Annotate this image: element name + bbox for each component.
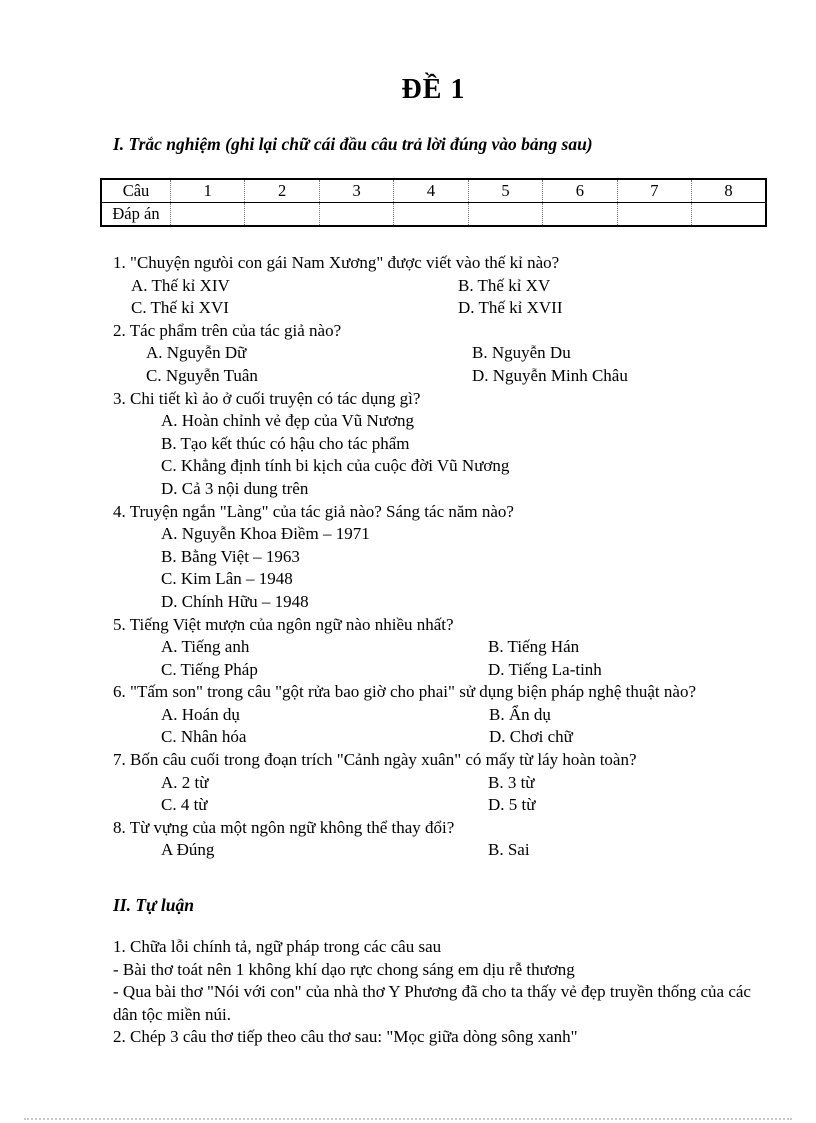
option: D. Chơi chữ [489, 727, 573, 747]
question-text: 8. Từ vựng của một ngôn ngữ không thể thay đổi? [113, 817, 455, 837]
table-question-number-cell: 4 [394, 179, 468, 203]
option: A. Hoán dụ [161, 704, 240, 724]
option: C. Thế kỉ XVI [131, 298, 229, 318]
option: A. Thế kỉ XIV [131, 275, 230, 295]
option-row [100, 704, 767, 727]
option: D. Chính Hữu – 1948 [161, 591, 309, 611]
option: C. 4 từ [161, 795, 208, 815]
table-question-number-cell: 7 [617, 179, 691, 203]
option-row [100, 772, 767, 795]
section-1-heading: I. Trắc nghiệm (ghi lại chữ cái đầu câu trả lời đúng vào bảng sau) [113, 134, 593, 154]
table-answer-cell [394, 203, 468, 227]
option-row [100, 342, 767, 365]
essay-line: 1. Chữa lỗi chính tả, ngữ pháp trong các câu sau [113, 937, 442, 957]
table-answer-cell [617, 203, 691, 227]
table-answer-cell [543, 203, 617, 227]
page-title: ĐỀ 1 [401, 74, 466, 105]
question-text: 1. "Chuyện ngưòi con gái Nam Xương" được viết vào thế kỉ nào? [113, 253, 560, 272]
document-content [100, 0, 767, 1049]
option: A. Hoàn chỉnh vẻ đẹp của Vũ Nương [161, 411, 414, 431]
option: D. Nguyễn Minh Châu [472, 365, 628, 385]
option: C. Khẳng định tính bi kịch của cuộc đời Vũ Nương [161, 456, 510, 476]
option: A. 2 từ [161, 772, 209, 792]
option: D. Cả 3 nội dung trên [161, 478, 309, 498]
table-question-number-cell: 5 [468, 179, 542, 203]
table-question-number-cell: 1 [171, 179, 245, 203]
question-block [100, 320, 767, 388]
option: C. Nhân hóa [161, 727, 247, 747]
table-answer-cell [692, 203, 766, 227]
table-answer-cell [245, 203, 319, 227]
option: D. 5 từ [488, 795, 536, 815]
essay-line: 2. Chép 3 câu thơ tiếp theo câu thơ sau: "Mọc giữa dòng sông xanh" [113, 1027, 578, 1047]
essay-section [100, 936, 767, 1049]
option: B. Tạo kết thúc có hậu cho tác phẩm [161, 433, 410, 453]
option-row [100, 636, 767, 659]
option: B. Bằng Việt – 1963 [161, 546, 300, 566]
essay-line: - Qua bài thơ "Nói với con" của nhà thơ Y Phương đã cho ta thấy vẻ đẹp truyền thống của các dân tộc miền núi. [113, 982, 751, 1024]
option: C. Kim Lân – 1948 [161, 569, 293, 589]
option: B. Thế kỉ XV [458, 275, 551, 295]
option-row [100, 297, 767, 320]
option-row [100, 659, 767, 682]
table-header-label-cell: Câu [101, 179, 171, 203]
option: D. Tiếng La-tinh [488, 659, 602, 679]
page-bottom-dotted-rule [24, 1118, 792, 1120]
option: A Đúng [161, 840, 215, 860]
question-text: 5. Tiếng Việt mượn của ngôn ngữ nào nhiều nhất? [113, 614, 454, 634]
table-answer-cell [319, 203, 393, 227]
option: B. Nguyễn Du [472, 343, 571, 363]
option: C. Nguyễn Tuân [146, 365, 258, 385]
question-block [100, 681, 767, 749]
table-answer-cell [171, 203, 245, 227]
table-answer-row [101, 203, 766, 227]
table-answer-label-cell: Đáp án [101, 203, 171, 227]
question-block [100, 252, 767, 320]
option: C. Tiếng Pháp [161, 659, 258, 679]
table-question-number-cell: 8 [692, 179, 766, 203]
table-question-number-cell: 6 [543, 179, 617, 203]
question-block [100, 614, 767, 682]
answer-table [100, 178, 767, 227]
table-question-number-cell: 2 [245, 179, 319, 203]
question-block [100, 817, 767, 862]
question-list [100, 252, 767, 862]
option: A. Tiếng anh [161, 637, 250, 657]
option-row [100, 794, 767, 817]
table-answer-cell [468, 203, 542, 227]
question-block [100, 501, 767, 614]
option-row [100, 726, 767, 749]
option: B. Sai [488, 840, 530, 860]
question-text: 2. Tác phẩm trên của tác giả nào? [113, 320, 342, 340]
essay-line: - Bài thơ toát nên 1 không khí dạo rực chong sáng em dịu rễ thương [113, 959, 575, 979]
question-block [100, 388, 767, 501]
question-block [100, 749, 767, 817]
question-text: 3. Chi tiết kì ảo ở cuối truyện có tác dụng gì? [113, 388, 421, 408]
option: B. Tiếng Hán [488, 637, 580, 657]
option-row [100, 365, 767, 388]
option: D. Thế kỉ XVII [458, 298, 563, 318]
table-header-row [101, 179, 766, 203]
table-question-number-cell: 3 [319, 179, 393, 203]
option: B. Ẩn dụ [489, 704, 551, 724]
question-text: 7. Bốn câu cuối trong đoạn trích "Cảnh ngày xuân" có mấy từ láy hoàn toàn? [113, 750, 637, 770]
option-row [100, 839, 767, 862]
option: A. Nguyễn Khoa Điềm – 1971 [161, 524, 370, 544]
option: B. 3 từ [488, 772, 535, 792]
question-text: 6. "Tấm son" trong câu "gột rửa bao giờ cho phai" sử dụng biện pháp nghệ thuật nào? [113, 682, 696, 702]
question-text: 4. Truyện ngắn "Làng" của tác giả nào? Sáng tác năm nào? [113, 501, 514, 521]
option: A. Nguyễn Dữ [146, 343, 247, 363]
section-2-heading: II. Tự luận [113, 895, 194, 916]
option-row [100, 275, 767, 298]
